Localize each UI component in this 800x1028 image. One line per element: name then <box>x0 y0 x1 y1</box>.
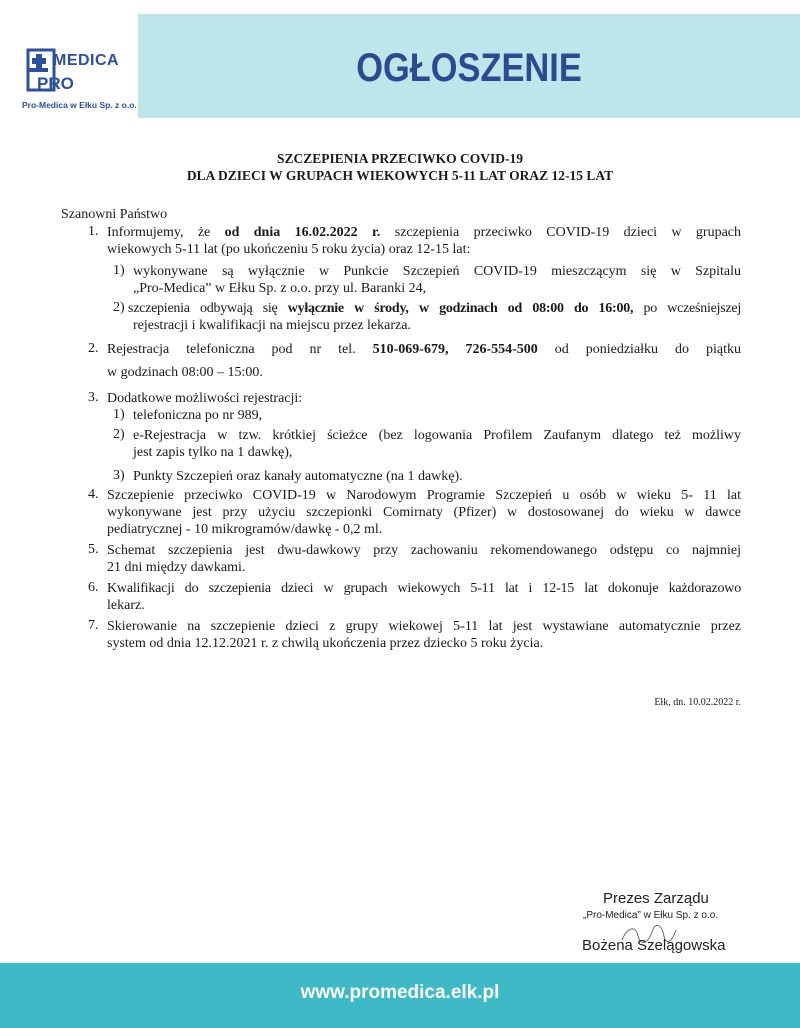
logo-pro: PRO <box>37 74 74 93</box>
item-1-text-a: Informujemy, że <box>107 225 225 240</box>
heading-line-1: SZCZEPIENIA PRZECIWKO COVID-19 <box>276 151 524 166</box>
item-number: 3. <box>88 390 99 405</box>
item-5-line-1: Schemat szczepienia jest dwu-dawkowy przy zachowaniu rekomendowanego odstępu co najmniej <box>107 543 741 558</box>
sub-number: 2) <box>113 427 125 442</box>
sub-number: 1) <box>113 407 125 422</box>
item-number: 7. <box>88 618 99 633</box>
item-number: 5. <box>88 542 99 557</box>
item-1-text-c: szczepienia przeciwko COVID-19 dzieci w grupach <box>380 225 741 240</box>
item-2-text-c: od poniedziałku do piątku <box>537 342 741 357</box>
sub-2-line-1 <box>128 300 741 317</box>
heading-line-2: DLA DZIECI W GRUPACH WIEKOWYCH 5-11 LAT ORAZ 12-15 LAT <box>186 168 614 183</box>
logo-word: MEDICA <box>53 52 120 69</box>
item-7-line-2: system od dnia 12.12.2021 r. z chwilą ukończenia przez dziecko 5 roku życia. <box>107 636 544 651</box>
sub-3-1: telefoniczna po nr 989, <box>133 408 263 423</box>
page-title: OGŁOSZENIE <box>356 46 582 90</box>
logo-caption: Pro-Medica w Ełku Sp. z o.o. <box>22 100 137 110</box>
item-number: 4. <box>88 487 99 502</box>
item-4-line-3: pediatrycznej - 10 mikrogramów/dawkę - 0,2 ml. <box>107 522 383 537</box>
item-number: 6. <box>88 580 99 595</box>
salutation: Szanowni Państwo <box>61 207 168 222</box>
sub-number: 2) <box>113 300 125 315</box>
sub-3-3: Punkty Szczepień oraz kanały automatyczne (na 1 dawkę). <box>133 469 463 484</box>
item-2-text-a: Rejestracja telefoniczna pod nr tel. <box>107 342 373 357</box>
item-4-line-2: wykonywane jest przy użyciu szczepionki Comirnaty (Pfizer) w dostosowanej do wieku w dawce <box>107 505 741 520</box>
sub-2-text-a: szczepienia odbywają się <box>128 301 288 316</box>
sub-2-line-2: rejestracji i kwalifikacji na miejscu przez lekarza. <box>133 318 411 333</box>
item-5-line-2: 21 dni między dawkami. <box>107 560 246 575</box>
item-2-line-2: w godzinach 08:00 – 15:00. <box>107 365 263 380</box>
item-7-line-1: Skierowanie na szczepienie dzieci z grupy wiekowej 5-11 lat jest wystawiane automatycznie przez <box>107 619 741 634</box>
title-band <box>138 14 800 118</box>
footer-url[interactable]: www.promedica.elk.pl <box>300 982 500 1003</box>
footer-bar <box>0 963 800 1028</box>
item-1-date: od dnia 16.02.2022 r. <box>224 225 381 240</box>
sub-1-line-2: „Pro-Medica” w Ełku Sp. z o.o. przy ul. Baranki 24, <box>133 281 427 296</box>
item-6-line-1: Kwalifikacji do szczepienia dzieci w grupach wiekowych 5-11 lat i 12-15 lat dokonuje każdorazowo <box>107 581 741 596</box>
sub-number: 3) <box>113 468 125 483</box>
date-place: Ełk, dn. 10.02.2022 r. <box>654 697 741 708</box>
top-margin <box>0 0 800 14</box>
sub-3-2-line-2: jest zapis tylko na 1 dawkę), <box>133 445 293 460</box>
item-1-line-1 <box>107 224 741 241</box>
signature-name: Bożena Szelągowska <box>582 937 726 954</box>
item-3-line-1: Dodatkowe możliwości rejestracji: <box>107 391 303 406</box>
signature-company: „Pro-Medica” w Ełku Sp. z o.o. <box>583 910 719 921</box>
sub-number: 1) <box>113 263 125 278</box>
item-1-line-2: wiekowych 5-11 lat (po ukończeniu 5 roku życia) oraz 12-15 lat: <box>107 242 471 257</box>
item-6-line-2: lekarz. <box>107 598 145 613</box>
company-logo <box>0 14 138 126</box>
sub-1-line-1: wykonywane są wyłącznie w Punkcie Szczepień COVID-19 mieszczącym się w Szpitalu <box>133 264 741 279</box>
sub-2-text-c: po wcześniejszej <box>633 301 741 316</box>
item-4-line-1: Szczepienie przeciwko COVID-19 w Narodowym Programie Szczepień u osób w wieku 5- 11 lat <box>107 488 741 503</box>
item-2-phones: 510-069-679, 726-554-500 <box>372 342 538 357</box>
item-number: 1. <box>88 224 99 239</box>
sub-3-2-line-1: e-Rejestracja w tzw. krótkiej ścieżce (bez logowania Profilem Zaufanym dlatego też możliwy <box>133 428 741 443</box>
sub-2-hours: wyłącznie w środy, w godzinach od 08:00 do 16:00, <box>287 301 634 316</box>
item-number: 2. <box>88 341 99 356</box>
item-2-line-1 <box>107 341 741 358</box>
signature-role: Prezes Zarządu <box>603 890 709 907</box>
